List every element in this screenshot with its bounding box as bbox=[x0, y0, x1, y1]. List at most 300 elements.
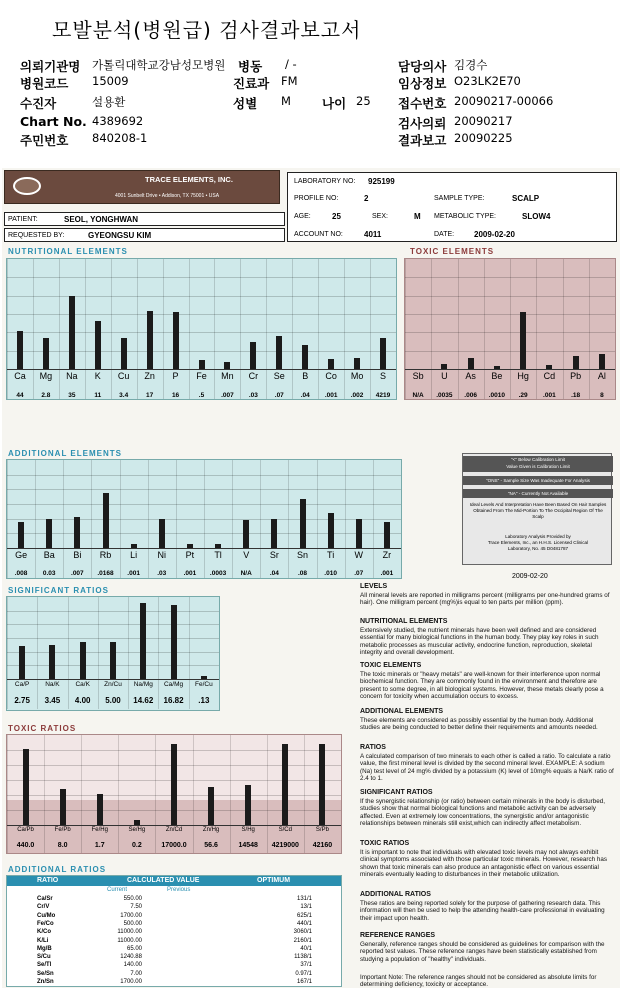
label-2: Fe/Hg bbox=[91, 827, 108, 833]
label-7: Al bbox=[597, 371, 606, 381]
label-1: Na/K bbox=[45, 681, 60, 688]
patient-name: SEOL, YONGHWAN bbox=[64, 215, 139, 224]
col-divider bbox=[7, 597, 8, 709]
value-11: .04 bbox=[300, 392, 310, 399]
requested-label: REQUESTED BY: bbox=[8, 232, 65, 239]
col-divider bbox=[155, 735, 156, 854]
label-5: Ca/Mg bbox=[163, 681, 184, 688]
text-paragraph: If the synergistic relationship (or ratio) between certain minerals in the body is disturbed, studies show that normal biological functions and metabolic activity can be adversely affected. Even at extremely low concentrations, the synergistic and/or antagonistic relationships between minerals still exist,which can indirectly affect metabolism. bbox=[360, 798, 605, 828]
sex-label: SEX: bbox=[372, 213, 388, 220]
hdr-value: 15009 bbox=[92, 74, 129, 88]
text-paragraph: These elements are considered as possibly essential by the human body. Additional studies are being conducted to better define their requirements and amounts needed. bbox=[360, 717, 598, 732]
value-1: 8.0 bbox=[57, 842, 68, 849]
text-heading: ADDITIONAL RATIOS bbox=[360, 891, 431, 898]
value-3: 0.2 bbox=[132, 842, 142, 849]
col-divider bbox=[35, 460, 36, 578]
company-logo bbox=[13, 177, 41, 195]
col-calculated: CALCULATED VALUE bbox=[127, 877, 200, 884]
bar-5 bbox=[147, 311, 153, 369]
label-0: Ca/Pb bbox=[17, 827, 34, 833]
ratio-current: 550.00 bbox=[123, 896, 142, 902]
value-2: .007 bbox=[71, 570, 84, 577]
value-1: .0035 bbox=[436, 392, 453, 399]
bar-11 bbox=[328, 513, 334, 548]
value-8: N/A bbox=[240, 570, 252, 577]
col-previous: Previous bbox=[167, 887, 191, 893]
label-4: Li bbox=[130, 550, 138, 560]
ratio-current: 7.00 bbox=[130, 970, 142, 977]
col-divider bbox=[204, 460, 205, 578]
toxic-title: TOXIC ELEMENTS bbox=[410, 247, 495, 256]
value-6: 16 bbox=[171, 392, 180, 399]
ratio-optimum: 2160/1 bbox=[293, 937, 312, 944]
patient-label: PATIENT: bbox=[8, 216, 38, 223]
ratio-optimum: 1138/1 bbox=[294, 954, 312, 961]
value-4: 14.62 bbox=[133, 696, 154, 705]
value-10: .08 bbox=[297, 570, 308, 577]
legend-ons: "ONS" - Sample Size Was Inadequate For Analysis bbox=[463, 476, 613, 485]
value-4: .001 bbox=[127, 570, 140, 577]
label-1: Mg bbox=[39, 371, 53, 381]
bar-8 bbox=[224, 362, 230, 369]
col-divider bbox=[345, 460, 346, 578]
col-current: Current bbox=[107, 887, 128, 893]
label-10: Se bbox=[273, 371, 285, 381]
hdr-value: 김경수 bbox=[454, 58, 488, 72]
value-0: 440.0 bbox=[16, 842, 35, 849]
hdr-value: FM bbox=[281, 74, 298, 88]
legend-lab-provided: Laboratory Analysis Provided by Trace Elements, Inc., an H.H.S. Licensed Clinical Laboratory, No. 45 D0481787 bbox=[487, 534, 589, 551]
ratio-optimum: 13/1 bbox=[300, 904, 312, 911]
label-3: K bbox=[94, 371, 101, 381]
label-0: Ca/P bbox=[14, 681, 30, 688]
bar-1 bbox=[46, 519, 52, 548]
ratio-current: 7.50 bbox=[130, 904, 142, 911]
bar-7 bbox=[282, 744, 288, 825]
sig-title: SIGNIFICANT RATIOS bbox=[8, 586, 109, 595]
bar-1 bbox=[49, 645, 55, 679]
sex: M bbox=[414, 212, 421, 221]
hdr-value: O23LK2E70 bbox=[454, 74, 521, 88]
hdr-label: 결과보고 bbox=[398, 133, 447, 148]
bar-2 bbox=[468, 358, 474, 369]
text-heading: TOXIC RATIOS bbox=[360, 840, 410, 847]
grid-line bbox=[7, 314, 396, 315]
label-5: Zn bbox=[144, 371, 155, 381]
ratio-current: 1700.00 bbox=[120, 979, 142, 985]
value-8: 42160 bbox=[312, 842, 333, 849]
patient-box bbox=[4, 212, 285, 226]
col-divider bbox=[193, 735, 194, 854]
legend-na: "NA" - Currently Not Available bbox=[463, 489, 613, 498]
col-divider bbox=[37, 597, 38, 709]
bar-5 bbox=[171, 605, 177, 679]
bar-3 bbox=[103, 493, 109, 548]
account-label: ACCOUNT NO: bbox=[294, 231, 343, 238]
value-8: .007 bbox=[221, 392, 234, 399]
value-5: .001 bbox=[543, 392, 556, 399]
bar-0 bbox=[23, 749, 29, 826]
grid-line bbox=[7, 611, 219, 612]
requested-by: GYEONGSU KIM bbox=[88, 231, 152, 240]
bar-4 bbox=[121, 338, 127, 369]
value-5: .03 bbox=[157, 570, 167, 577]
bar-13 bbox=[384, 522, 390, 548]
additional-chart bbox=[6, 459, 402, 579]
value-9: .03 bbox=[248, 392, 258, 399]
bar-3 bbox=[110, 642, 116, 679]
col-divider bbox=[91, 460, 92, 578]
ratio-name: Se/Tl bbox=[37, 962, 52, 969]
value-1: 2.8 bbox=[41, 392, 51, 399]
scanned-report bbox=[2, 168, 620, 988]
col-divider bbox=[304, 735, 305, 854]
label-5: Ni bbox=[157, 550, 167, 560]
value-13: .001 bbox=[380, 570, 394, 577]
hdr-value: 설용환 bbox=[92, 95, 126, 109]
baseline bbox=[7, 679, 219, 680]
ratio-optimum: 40/1 bbox=[300, 945, 312, 952]
ratio-current: 11000.00 bbox=[117, 929, 142, 936]
hdr-label: 나이 bbox=[322, 96, 347, 111]
lab-no-label: LABORATORY NO: bbox=[294, 178, 356, 185]
ratio-current: 65.00 bbox=[126, 945, 142, 952]
hdr-label: 병동 bbox=[238, 59, 263, 74]
col-divider bbox=[68, 597, 69, 709]
col-divider bbox=[189, 597, 190, 709]
text-paragraph: The toxic minerals or "heavy metals" are well-known for their interference upon normal biochemical function. They are commonly found in the environment and therefore are present to some degree, in all biological systems. However, these metals clearly pose a concern for toxicity when accumulation occurs to excess. bbox=[360, 671, 604, 701]
label-1: Fe/Pb bbox=[54, 827, 71, 833]
toxratio-title: TOXIC RATIOS bbox=[8, 724, 77, 733]
baseline bbox=[405, 369, 615, 370]
value-0: N/A bbox=[412, 392, 424, 399]
col-divider bbox=[176, 460, 177, 578]
col-divider bbox=[158, 597, 159, 709]
label-7: Fe bbox=[196, 371, 207, 381]
company-address: 4001 Sunbelt Drive • Addison, TX 75001 • USA bbox=[115, 193, 220, 199]
label-3: Be bbox=[491, 371, 503, 381]
label-2: Bi bbox=[73, 550, 82, 560]
bar-6 bbox=[573, 356, 579, 369]
value-11: .010 bbox=[324, 570, 337, 577]
ratio-name: Cu/Mo bbox=[37, 912, 56, 919]
age: 25 bbox=[332, 212, 341, 221]
bar-2 bbox=[69, 296, 75, 369]
bar-0 bbox=[18, 522, 24, 548]
bar-6 bbox=[245, 785, 251, 826]
text-paragraph: A calculated comparison of two minerals to each other is called a ratio. To calculate a ratio value, the first mineral level is divided by the second mineral level. EXAMPLE: A sodium (Na) test level of 24 mg% divided by a potassium (K) level of 10mg% equals a Na/K ratio of 2.4 to 1. bbox=[360, 753, 614, 783]
grid-line bbox=[7, 638, 219, 639]
label-6: Fe/Cu bbox=[194, 681, 213, 688]
col-divider bbox=[260, 460, 261, 578]
label-3: Se/Hg bbox=[128, 827, 146, 833]
bar-4 bbox=[520, 312, 526, 369]
profile-label: PROFILE NO: bbox=[294, 195, 339, 202]
ratio-name: Cr/V bbox=[37, 904, 50, 911]
bar-0 bbox=[19, 646, 25, 679]
company-logo-banner bbox=[4, 170, 280, 204]
text-heading: ADDITIONAL ELEMENTS bbox=[360, 708, 444, 715]
label-0: Ge bbox=[15, 550, 28, 560]
bar-10 bbox=[300, 499, 306, 548]
value-9: .04 bbox=[269, 570, 279, 577]
bar-12 bbox=[356, 519, 362, 548]
value-7: 8 bbox=[600, 392, 604, 399]
col-divider bbox=[148, 460, 149, 578]
label-2: Ca/K bbox=[75, 681, 90, 688]
value-2: .006 bbox=[464, 392, 477, 399]
sample-type: SCALP bbox=[512, 194, 540, 203]
baseline bbox=[7, 548, 401, 549]
toxic-chart bbox=[404, 258, 616, 400]
value-6: .001 bbox=[183, 570, 197, 577]
value-2: 1.7 bbox=[94, 842, 105, 849]
account-no: 4011 bbox=[364, 230, 382, 239]
value-3: .0010 bbox=[488, 392, 506, 399]
text-heading: REFERENCE RANGES bbox=[360, 932, 436, 939]
text-paragraph: It is important to note that individuals with elevated toxic levels may not always exhibit clinical symptoms associated with those particular toxic minerals. However, research has shown that toxic minerals can also produce an antagonistic effect on various essential minerals eventually leading to disturbances in their metabolic utilization. bbox=[360, 849, 608, 879]
col-divider bbox=[373, 460, 374, 578]
label-5: Cd bbox=[543, 371, 556, 381]
hdr-label: 검사의뢰 bbox=[398, 116, 447, 131]
value-14: 4219 bbox=[375, 392, 391, 399]
label-13: Zr bbox=[382, 550, 392, 560]
value-12: .001 bbox=[324, 392, 338, 399]
toxic-ratios-chart bbox=[6, 734, 342, 854]
label-12: Co bbox=[325, 371, 337, 381]
col-divider bbox=[267, 735, 268, 854]
col-divider bbox=[7, 735, 8, 854]
grid-line bbox=[7, 296, 396, 297]
date-label: DATE: bbox=[434, 231, 455, 238]
bar-4 bbox=[171, 744, 177, 825]
ratio-optimum: 3060/1 bbox=[293, 929, 312, 936]
bar-3 bbox=[95, 321, 101, 369]
bar-2 bbox=[80, 642, 86, 679]
label-0: Sb bbox=[412, 371, 424, 381]
label-2: Na bbox=[66, 371, 78, 381]
text-heading: RATIOS bbox=[360, 744, 386, 751]
bar-1 bbox=[43, 338, 49, 369]
lab-no: 925199 bbox=[368, 177, 395, 186]
bar-1 bbox=[60, 789, 66, 825]
label-7: S/Cd bbox=[278, 827, 292, 833]
addratio-title: ADDITIONAL RATIOS bbox=[8, 865, 107, 874]
value-5: 56.6 bbox=[204, 842, 218, 849]
col-divider bbox=[44, 735, 45, 854]
value-6: .13 bbox=[198, 696, 210, 705]
ratio-current: 140.00 bbox=[123, 962, 142, 969]
metabolic-type: SLOW4 bbox=[522, 212, 551, 221]
value-13: .002 bbox=[350, 392, 364, 399]
grid-line bbox=[7, 624, 219, 625]
baseline bbox=[7, 825, 341, 826]
important-note: Important Note: The reference ranges should not be considered as absolute limits for determining deficiency, toxicity or acceptance. bbox=[360, 974, 597, 988]
additional-title: ADDITIONAL ELEMENTS bbox=[8, 449, 122, 458]
label-1: Ba bbox=[43, 550, 55, 560]
bar-8 bbox=[243, 520, 249, 548]
bar-2 bbox=[97, 794, 103, 826]
age-label: AGE: bbox=[294, 213, 311, 220]
col-optimum: OPTIMUM bbox=[257, 877, 291, 884]
text-paragraph: All mineral levels are reported in milligrams percent (milligrams per one-hundred grams of hair). One milligram percent (mg%)is equal to ten parts per million (ppm). bbox=[360, 592, 610, 607]
value-7: .5 bbox=[198, 392, 205, 399]
value-5: 17 bbox=[146, 392, 154, 399]
value-1: 0.03 bbox=[42, 570, 56, 577]
ratio-optimum: 131/1 bbox=[296, 896, 312, 902]
hdr-label: 접수번호 bbox=[398, 96, 447, 111]
value-12: .07 bbox=[354, 570, 364, 577]
baseline bbox=[7, 369, 396, 370]
hdr-label: 의뢰기관명 bbox=[20, 59, 81, 74]
value-5: 16.82 bbox=[163, 696, 184, 705]
metabolic-label: METABOLIC TYPE: bbox=[434, 213, 496, 220]
col-divider bbox=[317, 460, 318, 578]
value-4: 17000.0 bbox=[161, 842, 187, 849]
label-6: Pb bbox=[570, 371, 582, 381]
col-divider bbox=[288, 460, 289, 578]
grid-line bbox=[7, 332, 396, 333]
hdr-value: M bbox=[281, 94, 291, 108]
bar-12 bbox=[328, 359, 334, 369]
label-11: Ti bbox=[327, 550, 335, 560]
legend-date: 2009-02-20 bbox=[512, 573, 548, 580]
hdr-value: / - bbox=[285, 57, 297, 71]
additional-ratios-table bbox=[6, 875, 342, 987]
report-date: 2009-02-20 bbox=[474, 230, 515, 239]
text-heading: SIGNIFICANT RATIOS bbox=[360, 789, 433, 796]
hdr-label: 임상정보 bbox=[398, 76, 447, 91]
bar-10 bbox=[276, 336, 282, 369]
bar-4 bbox=[140, 603, 146, 679]
value-0: 44 bbox=[16, 392, 24, 399]
legend-ideal-levels: Ideal Levels And Interpretation Have Been Based On Hair Samples Obtained From The Mid-Portion To The Occipital Region Of The Scalp bbox=[469, 502, 607, 519]
label-4: Na/Mg bbox=[133, 681, 153, 688]
value-0: .008 bbox=[14, 570, 28, 577]
label-6: P bbox=[172, 371, 179, 381]
hdr-value: 20090225 bbox=[454, 131, 513, 145]
bar-5 bbox=[159, 519, 165, 548]
label-6: S/Hg bbox=[241, 827, 255, 833]
bar-9 bbox=[271, 519, 277, 548]
ratio-current: 11000.00 bbox=[117, 937, 142, 944]
col-divider bbox=[63, 460, 64, 578]
ratio-name: Fe/Co bbox=[37, 920, 54, 927]
label-11: B bbox=[302, 371, 309, 381]
value-3: .0168 bbox=[97, 570, 114, 577]
hdr-label: 병원코드 bbox=[20, 76, 69, 91]
legend-box bbox=[462, 453, 612, 565]
company-name: TRACE ELEMENTS, INC. bbox=[145, 175, 233, 184]
value-10: .07 bbox=[274, 392, 284, 399]
grid-line bbox=[7, 351, 396, 352]
ratio-name: K/Li bbox=[37, 937, 49, 944]
bar-14 bbox=[380, 338, 386, 369]
label-4: Hg bbox=[517, 371, 529, 381]
text-paragraph: These ratios are being reported solely for the purpose of gathering research data. This information will then be used to help the attending health-care professional in evaluating their impact upon health. bbox=[360, 900, 605, 922]
ratio-optimum: 0.97/1 bbox=[295, 970, 312, 977]
col-divider bbox=[120, 460, 121, 578]
hdr-value: 가톨릭대학교강남성모병원 bbox=[92, 58, 226, 72]
hdr-label: 주민번호 bbox=[20, 133, 69, 148]
label-6: Pt bbox=[185, 550, 195, 560]
value-4: 3.4 bbox=[119, 392, 129, 399]
text-heading: NUTRITIONAL ELEMENTS bbox=[360, 618, 448, 625]
value-2: 35 bbox=[68, 392, 76, 399]
label-2: As bbox=[465, 371, 476, 381]
col-divider bbox=[232, 460, 233, 578]
bar-0 bbox=[17, 331, 23, 370]
label-8: S/Pb bbox=[315, 827, 329, 833]
label-12: W bbox=[354, 550, 364, 560]
hdr-label: 성별 bbox=[233, 96, 258, 111]
label-0: Ca bbox=[14, 371, 26, 381]
col-divider bbox=[118, 735, 119, 854]
ratio-current: 1700.00 bbox=[120, 912, 142, 919]
grid-line bbox=[7, 277, 396, 278]
bar-9 bbox=[250, 342, 256, 370]
ratio-name: Zn/Sn bbox=[37, 979, 54, 985]
bar-8 bbox=[319, 744, 325, 825]
bar-7 bbox=[199, 360, 205, 369]
bar-11 bbox=[302, 345, 308, 369]
value-6: 14548 bbox=[238, 842, 258, 849]
value-3: 5.00 bbox=[105, 696, 121, 705]
bar-7 bbox=[599, 354, 605, 369]
label-3: Zn/Cu bbox=[104, 681, 122, 688]
ratio-name: S/Cu bbox=[37, 954, 51, 961]
hdr-label: Chart No. bbox=[20, 114, 87, 129]
hdr-value: 20090217-00066 bbox=[454, 94, 554, 108]
label-8: V bbox=[243, 550, 250, 560]
bar-6 bbox=[173, 312, 179, 369]
hdr-label: 진료과 bbox=[233, 76, 270, 91]
label-9: Sr bbox=[269, 550, 279, 560]
ratio-optimum: 440/1 bbox=[296, 920, 312, 927]
ratio-name: Mg/B bbox=[37, 945, 52, 952]
value-7: 4219000 bbox=[271, 842, 299, 849]
label-3: Rb bbox=[99, 550, 112, 560]
text-heading: LEVELS bbox=[360, 583, 388, 590]
label-4: Cu bbox=[117, 371, 130, 381]
value-2: 4.00 bbox=[74, 696, 91, 705]
ratio-optimum: 167/1 bbox=[296, 979, 312, 985]
text-paragraph: Extensively studied, the nutrient minerals have been well defined and are considered essential for many biological functions in the human body. They play key roles in such metabolic processes as muscular activity, endocrine function, reproduction, skeletal integrity and overall development. bbox=[360, 627, 599, 657]
label-13: Mo bbox=[350, 371, 364, 381]
hdr-value: 25 bbox=[356, 94, 371, 108]
value-1: 3.45 bbox=[44, 696, 61, 705]
nutritional-chart bbox=[6, 258, 397, 400]
value-4: .29 bbox=[518, 392, 528, 399]
label-1: U bbox=[441, 371, 448, 381]
ratio-optimum: 37/1 bbox=[300, 962, 312, 969]
bar-13 bbox=[354, 358, 360, 369]
col-divider bbox=[128, 597, 129, 709]
legend-calibration: "<" Below Calibration Limit Value Given is Calibration Limit bbox=[463, 456, 613, 472]
ratio-current: 1240.88 bbox=[120, 954, 142, 961]
ratio-current: 500.00 bbox=[123, 920, 142, 927]
col-divider bbox=[81, 735, 82, 854]
hdr-value: 20090217 bbox=[454, 114, 513, 128]
value-3: 11 bbox=[94, 392, 102, 399]
label-7: Tl bbox=[214, 550, 222, 560]
label-4: Zn/Cd bbox=[165, 827, 183, 833]
col-divider bbox=[98, 597, 99, 709]
hdr-label: 수진자 bbox=[20, 96, 57, 111]
ratio-optimum: 625/1 bbox=[296, 912, 312, 919]
nutritional-title: NUTRITIONAL ELEMENTS bbox=[8, 247, 128, 256]
text-paragraph: Generally, reference ranges should be considered as guidelines for comparison with the reported test values. These reference ranges have been statistically established from studying a population of "healthy" individuals. bbox=[360, 941, 605, 963]
